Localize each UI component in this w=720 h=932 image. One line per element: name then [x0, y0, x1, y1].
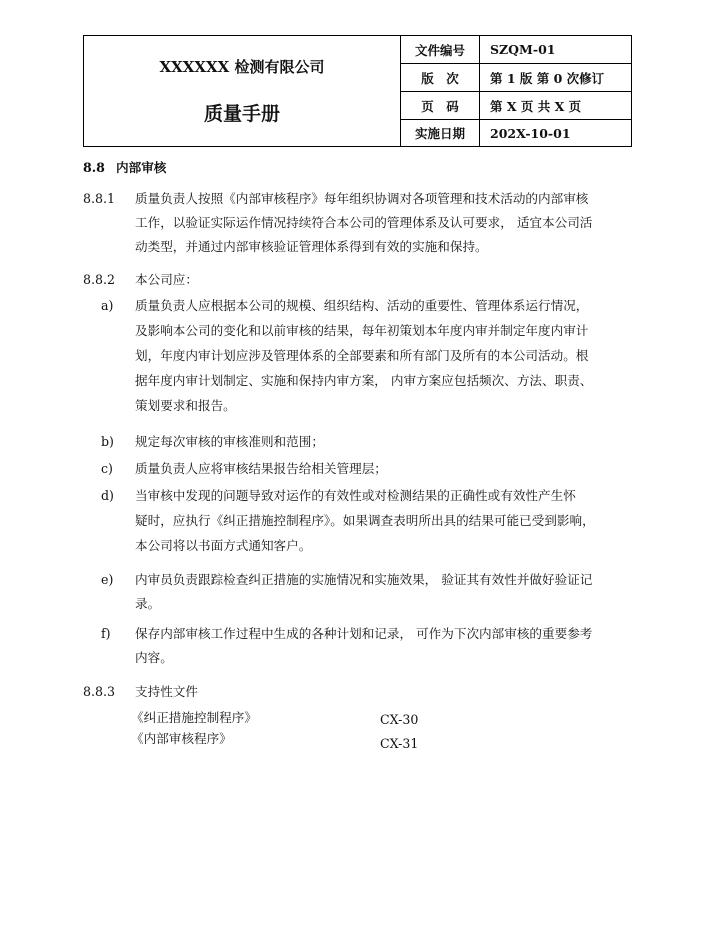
clause-881-number: 8.8.1: [83, 191, 116, 206]
item-d-line: 本公司将以书面方式通知客户。: [135, 538, 312, 553]
doc-number-value: SZQM-01: [480, 36, 632, 64]
edition-value: 第 1 版 第 0 次修订: [480, 64, 632, 92]
item-a-marker: a): [101, 298, 114, 313]
item-a-line: 划，年度内审计划应涉及管理体系的全部要素和所有部门及所有的本公司活动。根: [135, 348, 589, 363]
item-a-line: 质量负责人应根据本公司的规模、组织结构、活动的重要性、管理体系运行情况，: [135, 298, 589, 313]
item-f-marker: f): [101, 626, 111, 641]
clause-881-line: 动类型，并通过内部审核验证管理体系得到有效的实施和保持。: [135, 239, 488, 254]
clause-882-intro: 本公司应：: [135, 272, 198, 287]
supporting-doc-name: 《纠正措施控制程序》: [131, 710, 257, 725]
item-a-line: 策划要求和报告。: [135, 398, 236, 413]
supporting-doc-name: 《内部审核程序》: [131, 731, 232, 746]
section-title: 内部审核: [116, 160, 167, 175]
item-d-marker: d): [101, 488, 114, 503]
item-d-line: 疑时，应执行《纠正措施控制程序》。如果调查表明所出具的结果可能已受到影响，: [135, 513, 595, 528]
document-header-table: [83, 35, 632, 147]
doc-number-label: 文件编号: [401, 36, 480, 64]
item-b-line: 规定每次审核的审核准则和范围；: [135, 434, 324, 449]
document-title: 质量手册: [203, 103, 280, 125]
section-number: 8.8: [83, 160, 105, 175]
clause-881-line: 质量负责人按照《内部审核程序》每年组织协调对各项管理和技术活动的内部审核: [135, 191, 589, 206]
effective-date-label: 实施日期: [401, 120, 480, 147]
item-f-line: 保存内部审核工作过程中生成的各种计划和记录， 可作为下次内部审核的重要参考: [135, 626, 593, 641]
supporting-doc-code: CX-31: [380, 736, 419, 751]
clause-883-title: 支持性文件: [135, 684, 198, 699]
effective-date-value: 202X-10-01: [480, 120, 632, 147]
item-d-line: 当审核中发现的问题导致对运作的有效性或对检测结果的正确性或有效性产生怀: [135, 488, 576, 503]
item-e-line: 内审员负责跟踪检查纠正措施的实施情况和实施效果， 验证其有效性并做好验证记: [135, 572, 593, 587]
item-e-marker: e): [101, 572, 114, 587]
item-c-line: 质量负责人应将审核结果报告给相关管理层；: [135, 461, 387, 476]
item-f-line: 内容。: [135, 650, 173, 665]
clause-881-line: 工作，以验证实际运作情况持续符合本公司的管理体系及认可要求， 适宜本公司活: [135, 215, 593, 230]
page-label: 页 码: [401, 92, 480, 120]
item-c-marker: c): [101, 461, 113, 476]
item-e-line: 录。: [135, 596, 161, 611]
item-a-line: 及影响本公司的变化和以前审核的结果，每年初策划本年度内审并制定年度内审计: [135, 323, 589, 338]
company-title-cell: [84, 36, 401, 147]
clause-883-number: 8.8.3: [83, 684, 116, 699]
item-b-marker: b): [101, 434, 114, 449]
clause-882-number: 8.8.2: [83, 272, 116, 287]
page-value: 第 X 页 共 X 页: [480, 92, 632, 120]
company-name: XXXXXX 检测有限公司: [159, 58, 325, 76]
supporting-doc-code: CX-30: [380, 712, 419, 727]
edition-label: 版 次: [401, 64, 480, 92]
item-a-line: 据年度内审计划制定、实施和保持内审方案， 内审方案应包括频次、方法、职责、: [135, 373, 593, 388]
